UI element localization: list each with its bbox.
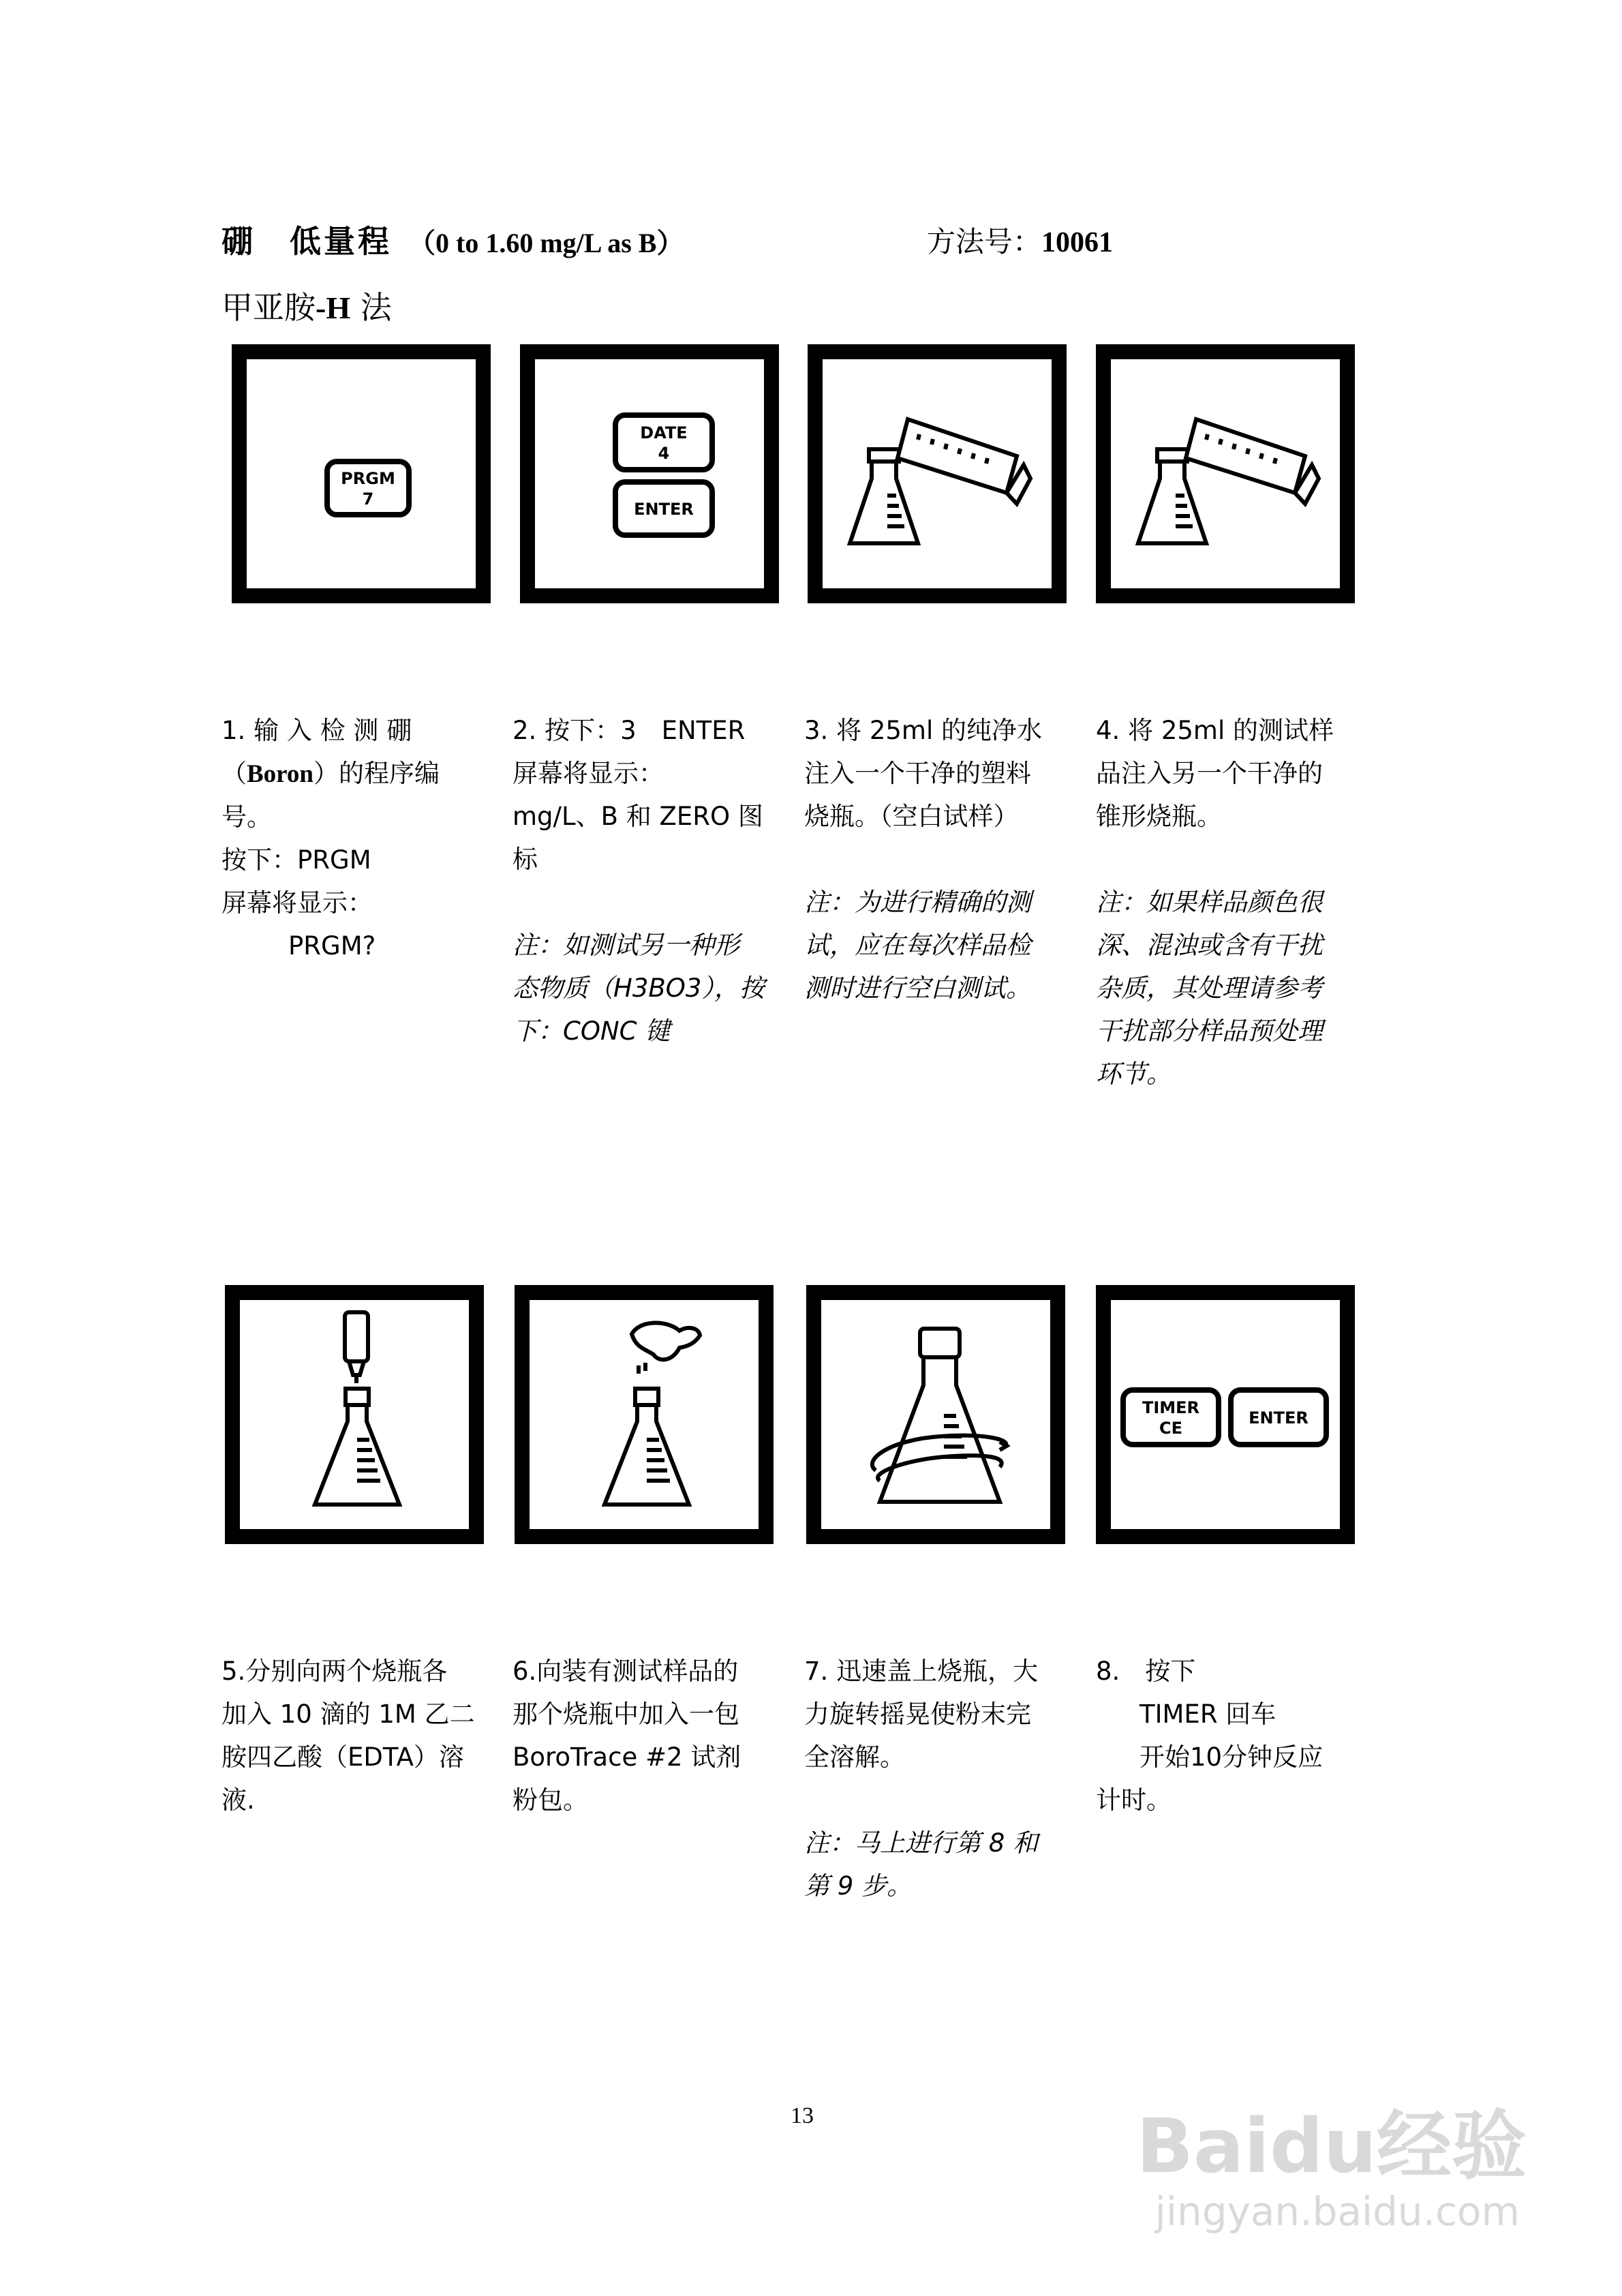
step5-line1: 5.分别向两个烧瓶各 (221, 1657, 448, 1686)
step3-illustration (808, 344, 1067, 603)
powder-pillow-flask-icon (530, 1300, 759, 1529)
step1-illustration (232, 344, 491, 603)
title-range: （0 to 1.60 mg/L as B） (408, 228, 684, 258)
step2-line3: mg/L、B 和 ZERO 图标 (512, 802, 763, 874)
step1-line1: 1. 输 入 检 测 硼 (221, 716, 412, 745)
svg-text:PRGM: PRGM (341, 469, 395, 488)
svg-text:ENTER: ENTER (1249, 1408, 1309, 1428)
step8-line4: 计时。 (1096, 1785, 1172, 1815)
step8-line2: TIMER 回车 (1139, 1700, 1276, 1729)
step2-note1: 注：如测试另一种形 (512, 931, 739, 960)
step1-line4: 按下：PRGM (221, 845, 371, 875)
step5-text (221, 1650, 491, 1822)
step6-line4: 粉包。 (512, 1785, 588, 1815)
step3-line2: 注入一个干净的塑料 (804, 759, 1031, 788)
subtitle-fa: 法 (350, 289, 392, 326)
step4-line3: 锥形烧瓶。 (1096, 802, 1222, 831)
dropper-flask-icon (240, 1300, 469, 1529)
step1-line6: PRGM? (288, 931, 376, 961)
step7-note2: 第 9 步。 (804, 1871, 913, 1901)
step2-note3: 下：CONC 键 (512, 1016, 671, 1046)
step2-note2: 态物质（H3BO3），按 (512, 973, 765, 1003)
method-number (927, 220, 1113, 260)
step6-line1: 6.向装有测试样品的 (512, 1657, 739, 1686)
step6-line2: 那个烧瓶中加入一包 (512, 1700, 739, 1729)
step3-text (804, 709, 1073, 1010)
svg-text:DATE: DATE (640, 423, 688, 442)
page-number: 13 (791, 2103, 814, 2128)
step7-line2: 力旋转摇晃使粉末完 (804, 1700, 1031, 1729)
step2-text (512, 709, 782, 1053)
step1-boron: Boron (247, 760, 314, 788)
step3-note1: 注：为进行精确的测 (804, 888, 1031, 917)
swirl-flask-icon (821, 1300, 1050, 1529)
step3-note3: 测时进行空白测试。 (804, 973, 1031, 1003)
step8-text (1096, 1650, 1365, 1822)
step1-line2-rest: ）的程序编 (313, 759, 440, 788)
step5-line3: 胺四乙酸（EDTA）溶 (221, 1742, 464, 1772)
step4-text (1096, 709, 1365, 1096)
svg-text:TIMER: TIMER (1142, 1398, 1200, 1417)
step5-illustration (225, 1285, 484, 1544)
step5-line2: 加入 10 滴的 1M 乙二 (221, 1700, 475, 1729)
timer-enter-keys-icon (1111, 1300, 1340, 1529)
step2-line2: 屏幕将显示： (512, 759, 664, 788)
svg-text:4: 4 (658, 444, 670, 463)
step1-line2 (221, 752, 491, 796)
step8-illustration (1096, 1285, 1355, 1544)
step6-illustration (515, 1285, 774, 1544)
svg-text:CE: CE (1159, 1419, 1183, 1438)
step2-illustration (520, 344, 779, 603)
method-label: 方法号： (927, 225, 1042, 258)
step4-note4: 干扰部分样品预处理 (1096, 1016, 1323, 1046)
svg-text:7: 7 (362, 489, 374, 509)
step7-note1: 注：马上进行第 8 和 (804, 1828, 1039, 1858)
prgm-key-icon (247, 359, 476, 588)
subtitle-cn: 甲亚胺 (221, 289, 316, 326)
title-cn: 硼 低量程 (221, 223, 392, 260)
step4-note3: 杂质，其处理请参考 (1096, 973, 1323, 1003)
step1-line5: 屏幕将显示： (221, 888, 373, 918)
step5-line4: 液. (221, 1785, 255, 1815)
step8-line3: 开始10分钟反应 (1139, 1742, 1323, 1772)
step7-line1: 7. 迅速盖上烧瓶，大 (804, 1657, 1039, 1686)
method-subtitle (221, 283, 392, 328)
svg-text:ENTER: ENTER (634, 500, 694, 519)
step7-text (804, 1650, 1073, 1907)
step1-line2-open: （ (221, 759, 247, 788)
step4-illustration (1096, 344, 1355, 603)
pour-sample-flask-icon (1111, 359, 1340, 588)
step1-line3: 号。 (221, 802, 272, 832)
page-title (221, 217, 684, 262)
subtitle-h: -H (316, 290, 351, 325)
step3-line1: 3. 将 25ml 的纯净水 (804, 716, 1042, 745)
pour-cylinder-flask-icon (823, 359, 1052, 588)
step4-line1: 4. 将 25ml 的测试样 (1096, 716, 1334, 745)
step4-line2: 品注入另一个干净的 (1096, 759, 1323, 788)
step8-line1: 8. 按下 (1096, 1657, 1196, 1686)
method-value: 10061 (1041, 227, 1114, 258)
step4-note2: 深、混浊或含有干扰 (1096, 931, 1323, 960)
step7-line3: 全溶解。 (804, 1742, 905, 1772)
step3-line3: 烧瓶。（空白试样） (804, 802, 1019, 831)
step6-text (512, 1650, 782, 1822)
baidu-watermark-logo: Baidu经验 (1136, 2102, 1527, 2190)
step3-note2: 试，应在每次样品检 (804, 931, 1031, 960)
baidu-watermark-url: jingyan.baidu.com (1154, 2188, 1520, 2235)
step2-line1: 2. 按下：3 ENTER (512, 716, 746, 745)
date-enter-keys-icon (535, 359, 764, 588)
step7-illustration (806, 1285, 1065, 1544)
step6-line3: BoroTrace #2 试剂 (512, 1742, 741, 1772)
step1-text (221, 709, 491, 967)
step4-note1: 注：如果样品颜色很 (1096, 888, 1323, 917)
step4-note5: 环节。 (1096, 1059, 1172, 1089)
